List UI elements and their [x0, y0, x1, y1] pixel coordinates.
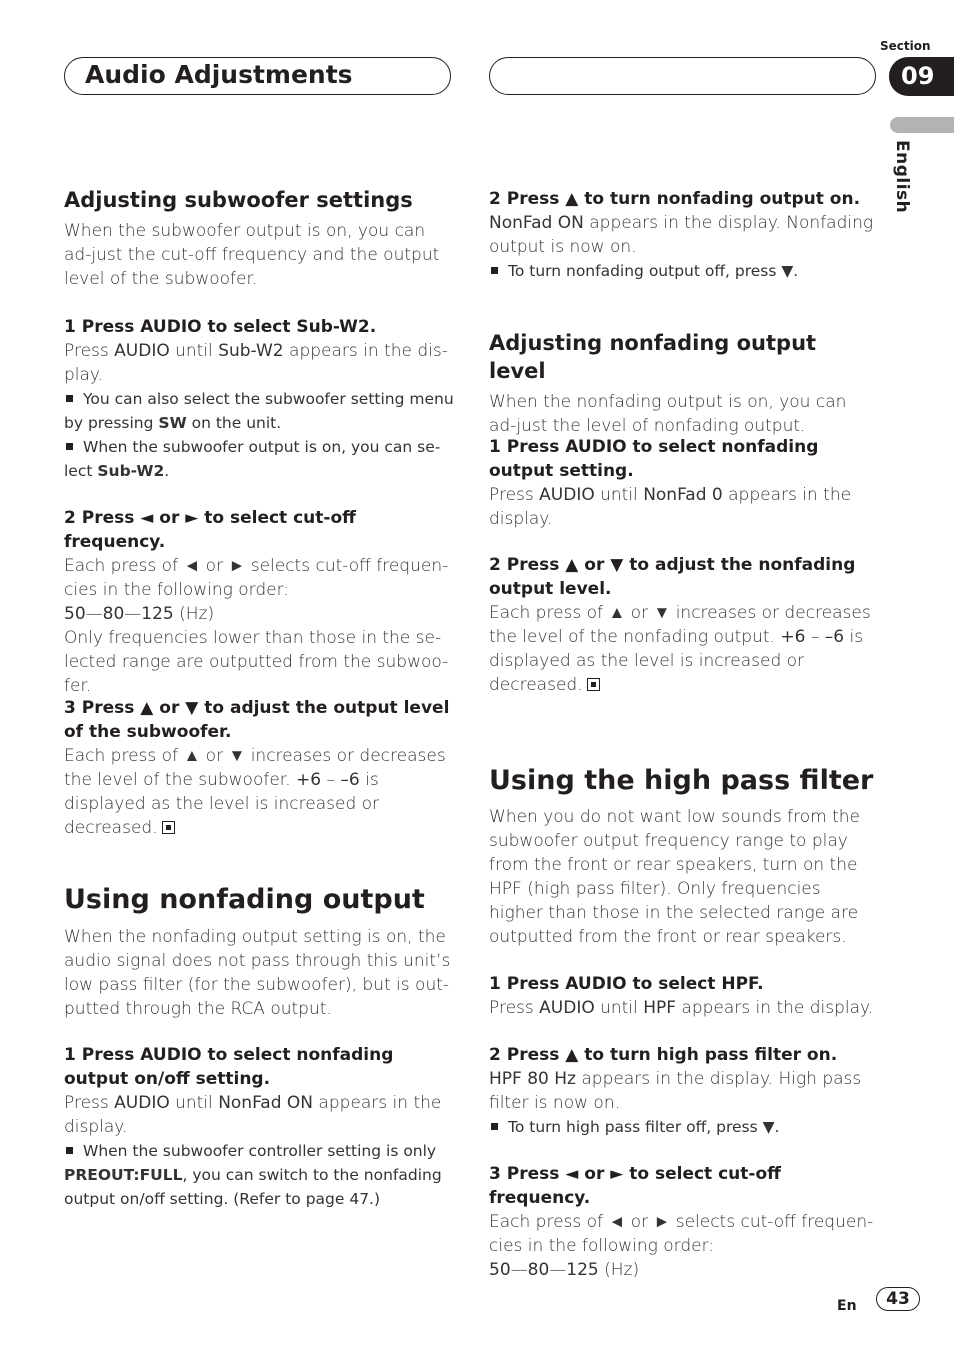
step-title: 2 Press ▲ or ▼ to adjust the nonfading output level. [489, 555, 856, 599]
section-number-badge: 09 [889, 57, 954, 96]
subwoofer-intro: When the subwoofer output is on, you can ad-just the cut-off frequency and the output level of the subwoofer. [64, 221, 440, 289]
nonfading-step-1 [64, 1043, 454, 1211]
nonfading-section [64, 883, 454, 1021]
section-label: Section [880, 39, 931, 53]
subwoofer-heading: Adjusting subwoofer settings [64, 188, 413, 212]
nonfading-level-step-2 [489, 553, 879, 697]
step-title: 1 Press AUDIO to select nonfading output setting. [489, 437, 819, 481]
nonfading-level-intro: When the nonfading output is on, you can ad-just the level of nonfading output. [489, 392, 847, 436]
note: To turn high pass filter off, press ▼. [489, 1115, 879, 1139]
step-title: 3 Press ▲ or ▼ to adjust the output level of the subwoofer. [64, 698, 450, 742]
step-title: 1 Press AUDIO to select nonfading output on/off setting. [64, 1045, 394, 1089]
step-title: 2 Press ◄ or ► to select cut-off frequency. [64, 508, 356, 552]
hpf-heading: Using the high pass filter [489, 765, 874, 796]
language-tab-bar [890, 117, 954, 133]
step-text: Each press of ▲ or ▼ increases or decreases the level of the subwoofer. +6 – –6 is displayed as the level is increased or decreased. [64, 746, 446, 838]
nonfading-level-heading: Adjusting nonfading output level [489, 331, 817, 383]
bullet-square-icon [491, 1123, 498, 1130]
nonfading-step-2 [489, 187, 879, 283]
language-label: English [892, 140, 912, 214]
bullet-square-icon [66, 1147, 73, 1154]
page-title: Audio Adjustments [85, 60, 353, 89]
end-of-section-icon [162, 821, 175, 834]
nonfading-level-section [489, 329, 879, 438]
note: When the subwoofer controller setting is only PREOUT:FULL, you can switch to the nonfading output on/off setting. (Refer to page 47.) [64, 1142, 442, 1208]
nonfading-level-step-1 [489, 435, 879, 531]
end-of-section-icon [587, 678, 600, 691]
note: When the subwoofer output is on, you can se-lect Sub-W2. [64, 438, 441, 480]
step-text: Press AUDIO until HPF appears in the display. [489, 998, 874, 1018]
bullet-square-icon [66, 395, 73, 402]
step-text: Only frequencies lower than those in the se-lected range are outputted from the subwoo-fer. [64, 628, 449, 696]
step-title: 3 Press ◄ or ► to select cut-off frequency. [489, 1164, 781, 1208]
subwoofer-section [64, 186, 454, 291]
header-empty-pill [489, 57, 876, 95]
step-text: Press AUDIO until Sub-W2 appears in the dis-play. [64, 341, 448, 385]
nonfading-heading: Using nonfading output [64, 884, 425, 915]
step-text: NonFad ON appears in the display. Nonfading output is now on. [489, 213, 874, 257]
step-text: Each press of ▲ or ▼ increases or decreases the level of the nonfading output. +6 – –6 is displayed as the level is increased or decreased. [489, 603, 871, 695]
step-title: 1 Press AUDIO to select Sub-W2. [64, 317, 377, 337]
frequency-order: 50—80—125 (Hz) [489, 1260, 640, 1280]
note: You can also select the subwoofer setting menu by pressing SW on the unit. [64, 390, 454, 432]
step-text: Press AUDIO until NonFad ON appears in the display. [64, 1093, 442, 1137]
step-text: Press AUDIO until NonFad 0 appears in the display. [489, 485, 852, 529]
frequency-order: 50—80—125 (Hz) [64, 604, 215, 624]
hpf-step-2 [489, 1043, 879, 1139]
nonfading-intro: When the nonfading output setting is on, the audio signal does not pass through this unit’s low pass filter (for the subwoofer), but is out-putted through the RCA output. [64, 927, 451, 1019]
step-text: Each press of ◄ or ► selects cut-off frequen-cies in the following order: [489, 1212, 874, 1256]
header-title-pill [64, 57, 451, 95]
bullet-square-icon [66, 443, 73, 450]
footer-language-code: En [837, 1298, 857, 1314]
step-title: 1 Press AUDIO to select HPF. [489, 974, 764, 994]
hpf-intro: When you do not want low sounds from the subwoofer output frequency range to play from the front or rear speakers, turn on the HPF (high pass filter). Only frequencies higher than those in the selected range are outputted from the front or rear speakers. [489, 807, 861, 947]
subwoofer-step-2 [64, 506, 454, 698]
note: To turn nonfading output off, press ▼. [489, 259, 879, 283]
bullet-square-icon [491, 267, 498, 274]
subwoofer-step-1 [64, 315, 454, 483]
hpf-step-1 [489, 972, 879, 1020]
step-title: 2 Press ▲ to turn high pass filter on. [489, 1045, 838, 1065]
step-text: HPF 80 Hz appears in the display. High pass filter is now on. [489, 1069, 862, 1113]
hpf-section [489, 764, 879, 949]
page-number: 43 [876, 1287, 920, 1311]
hpf-step-3 [489, 1162, 879, 1282]
step-text: Each press of ◄ or ► selects cut-off frequen-cies in the following order: [64, 556, 449, 600]
subwoofer-step-3 [64, 696, 454, 840]
step-title: 2 Press ▲ to turn nonfading output on. [489, 189, 861, 209]
